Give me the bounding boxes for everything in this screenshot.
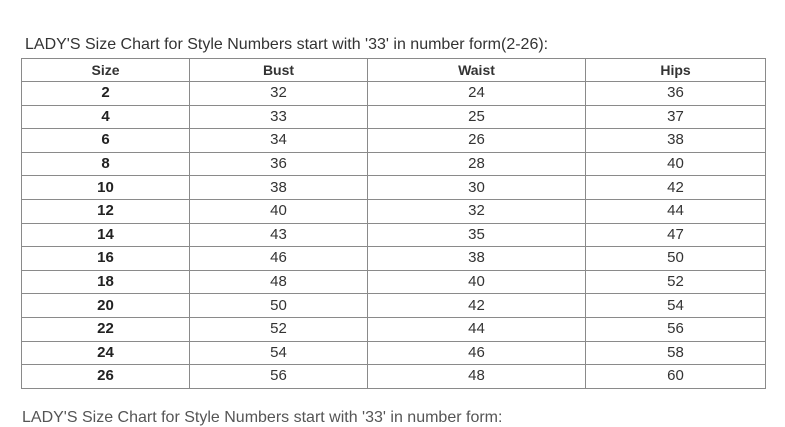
bust-cell: 54: [190, 341, 368, 365]
table-row: [22, 176, 766, 200]
hips-cell: 54: [586, 294, 766, 318]
bust-cell: 50: [190, 294, 368, 318]
waist-cell: 35: [368, 223, 586, 247]
size-cell: 24: [22, 341, 190, 365]
size-cell: 14: [22, 223, 190, 247]
bust-cell: 38: [190, 176, 368, 200]
hips-cell: 40: [586, 152, 766, 176]
size-cell: 8: [22, 152, 190, 176]
hips-cell: 36: [586, 82, 766, 106]
size-cell: 4: [22, 105, 190, 129]
table-row: [22, 365, 766, 389]
table-header-row: [22, 59, 766, 82]
bust-cell: 36: [190, 152, 368, 176]
bust-cell: 33: [190, 105, 368, 129]
hips-cell: 44: [586, 199, 766, 223]
table-row: [22, 199, 766, 223]
waist-cell: 26: [368, 129, 586, 153]
size-cell: 6: [22, 129, 190, 153]
bust-cell: 52: [190, 317, 368, 341]
waist-cell: 38: [368, 247, 586, 271]
size-cell: 12: [22, 199, 190, 223]
table-row: [22, 152, 766, 176]
size-cell: 22: [22, 317, 190, 341]
bust-cell: 46: [190, 247, 368, 271]
header-hips: Hips: [586, 59, 766, 82]
waist-cell: 42: [368, 294, 586, 318]
size-cell: 2: [22, 82, 190, 106]
table-row: [22, 317, 766, 341]
size-cell: 18: [22, 270, 190, 294]
hips-cell: 38: [586, 129, 766, 153]
waist-cell: 48: [368, 365, 586, 389]
waist-cell: 25: [368, 105, 586, 129]
waist-cell: 46: [368, 341, 586, 365]
hips-cell: 42: [586, 176, 766, 200]
waist-cell: 40: [368, 270, 586, 294]
bust-cell: 48: [190, 270, 368, 294]
header-size: Size: [22, 59, 190, 82]
size-cell: 10: [22, 176, 190, 200]
table-row: [22, 294, 766, 318]
table-row: [22, 270, 766, 294]
size-cell: 16: [22, 247, 190, 271]
table-row: [22, 105, 766, 129]
size-cell: 26: [22, 365, 190, 389]
table-row: [22, 82, 766, 106]
waist-cell: 44: [368, 317, 586, 341]
table-row: [22, 223, 766, 247]
table-row: [22, 247, 766, 271]
bust-cell: 40: [190, 199, 368, 223]
hips-cell: 60: [586, 365, 766, 389]
waist-cell: 24: [368, 82, 586, 106]
table-row: [22, 341, 766, 365]
hips-cell: 56: [586, 317, 766, 341]
bust-cell: 32: [190, 82, 368, 106]
size-chart-table: [21, 58, 766, 389]
bust-cell: 56: [190, 365, 368, 389]
size-chart-caption: LADY'S Size Chart for Style Numbers start with '33' in number form(2-26):: [25, 36, 549, 53]
waist-cell: 30: [368, 176, 586, 200]
table-row: [22, 129, 766, 153]
hips-cell: 50: [586, 247, 766, 271]
header-waist: Waist: [368, 59, 586, 82]
size-cell: 20: [22, 294, 190, 318]
partial-caption-below: LADY'S Size Chart for Style Numbers start with '33' in number form:: [22, 409, 503, 426]
hips-cell: 47: [586, 223, 766, 247]
bust-cell: 43: [190, 223, 368, 247]
waist-cell: 32: [368, 199, 586, 223]
bust-cell: 34: [190, 129, 368, 153]
hips-cell: 52: [586, 270, 766, 294]
hips-cell: 37: [586, 105, 766, 129]
hips-cell: 58: [586, 341, 766, 365]
header-bust: Bust: [190, 59, 368, 82]
waist-cell: 28: [368, 152, 586, 176]
